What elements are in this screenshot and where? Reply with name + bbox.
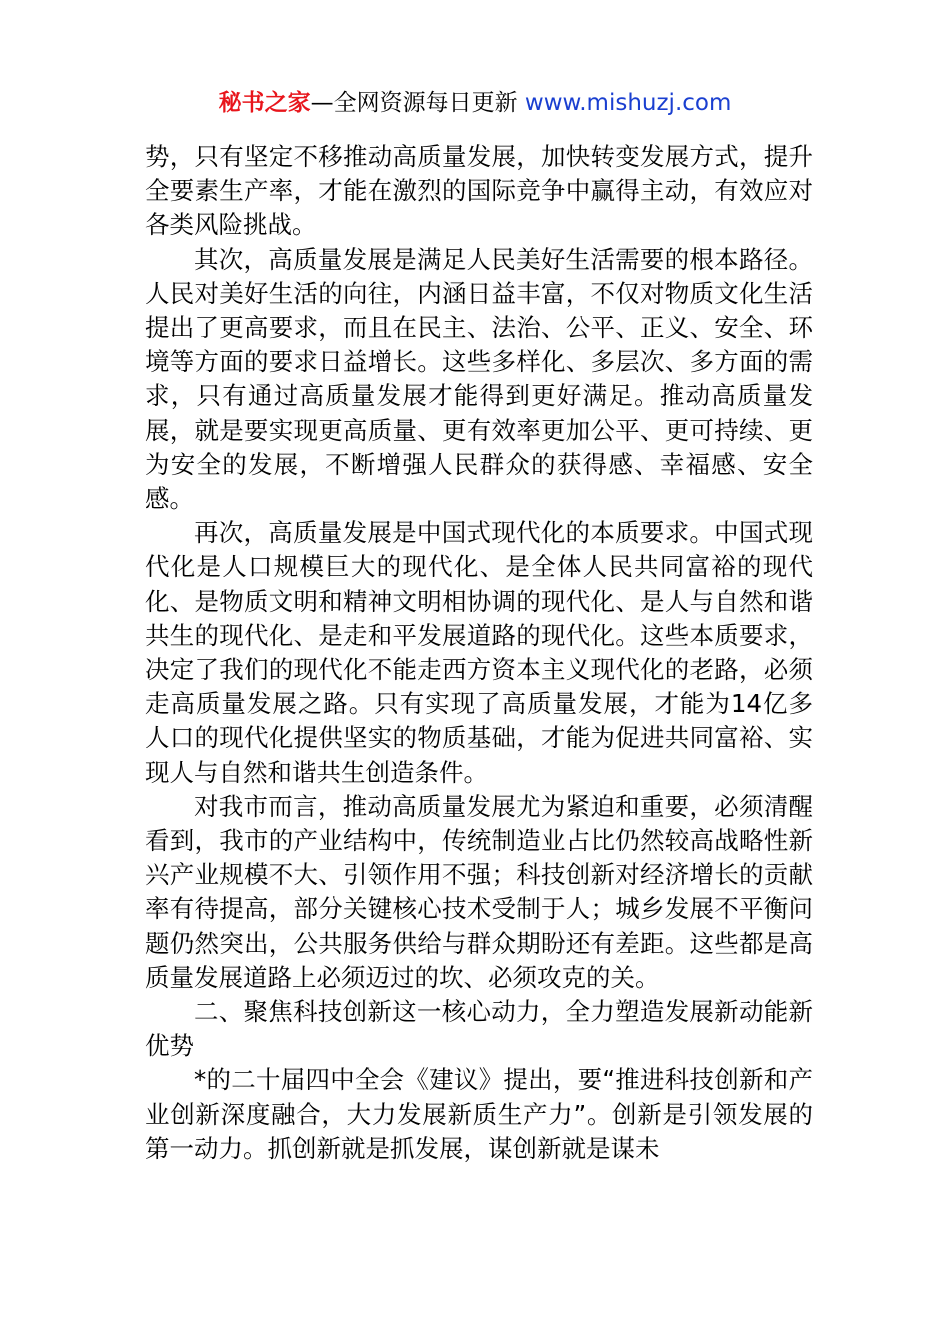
header-tagline: —全网资源每日更新	[310, 90, 525, 116]
paragraph: 其次，高质量发展是满足人民美好生活需要的根本路径。人民对美好生活的向往，内涵日益丰富，不仅对物质文化生活提出了更高要求，而且在民主、法治、公平、正义、安全、环境等方面的要求日益增长。这些多样化、多层次、多方面的需求，只有通过高质量发展才能得到更好满足。推动高质量发展，就是要实现更高质量、更有效率更加公平、更可持续、更为安全的发展，不断增强人民群众的获得感、幸福感、安全感。	[145, 244, 813, 514]
document-body	[145, 140, 813, 1166]
paragraph: 再次，高质量发展是中国式现代化的本质要求。中国式现代化是人口规模巨大的现代化、是全体人民共同富裕的现代化、是物质文明和精神文明相协调的现代化、是人与自然和谐共生的现代化、是走和平发展道路的现代化。这些本质要求，决定了我们的现代化不能走西方资本主义现代化的老路，必须走高质量发展之路。只有实现了高质量发展，才能为14亿多人口的现代化提供坚实的物质基础，才能为促进共同富裕、实现人与自然和谐共生创造条件。	[145, 518, 813, 787]
page-header	[0, 86, 950, 120]
brand-name: 秘书之家	[218, 90, 311, 116]
section-heading: 二、聚焦科技创新这一核心动力，全力塑造发展新动能新优势	[145, 997, 813, 1061]
paragraph-continued: 势，只有坚定不移推动高质量发展，加快转变发展方式，提升全要素生产率，才能在激烈的国际竞争中赢得主动，有效应对各类风险挑战。	[145, 142, 813, 240]
website-link[interactable]: www.mishuzj.com	[524, 90, 732, 116]
paragraph: *的二十届四中全会《建议》提出，要“推进科技创新和产业创新深度融合，大力发展新质生产力”。创新是引领发展的第一动力。抓创新就是抓发展，谋创新就是谋未	[145, 1065, 813, 1163]
paragraph: 对我市而言，推动高质量发展尤为紧迫和重要，必须清醒看到，我市的产业结构中，传统制造业占比仍然较高战略性新兴产业规模不大、引领作用不强；科技创新对经济增长的贡献率有待提高，部分关键核心技术受制于人；城乡发展不平衡问题仍然突出，公共服务供给与群众期盼还有差距。这些都是高质量发展道路上必须迈过的坎、必须攻克的关。	[145, 791, 813, 992]
